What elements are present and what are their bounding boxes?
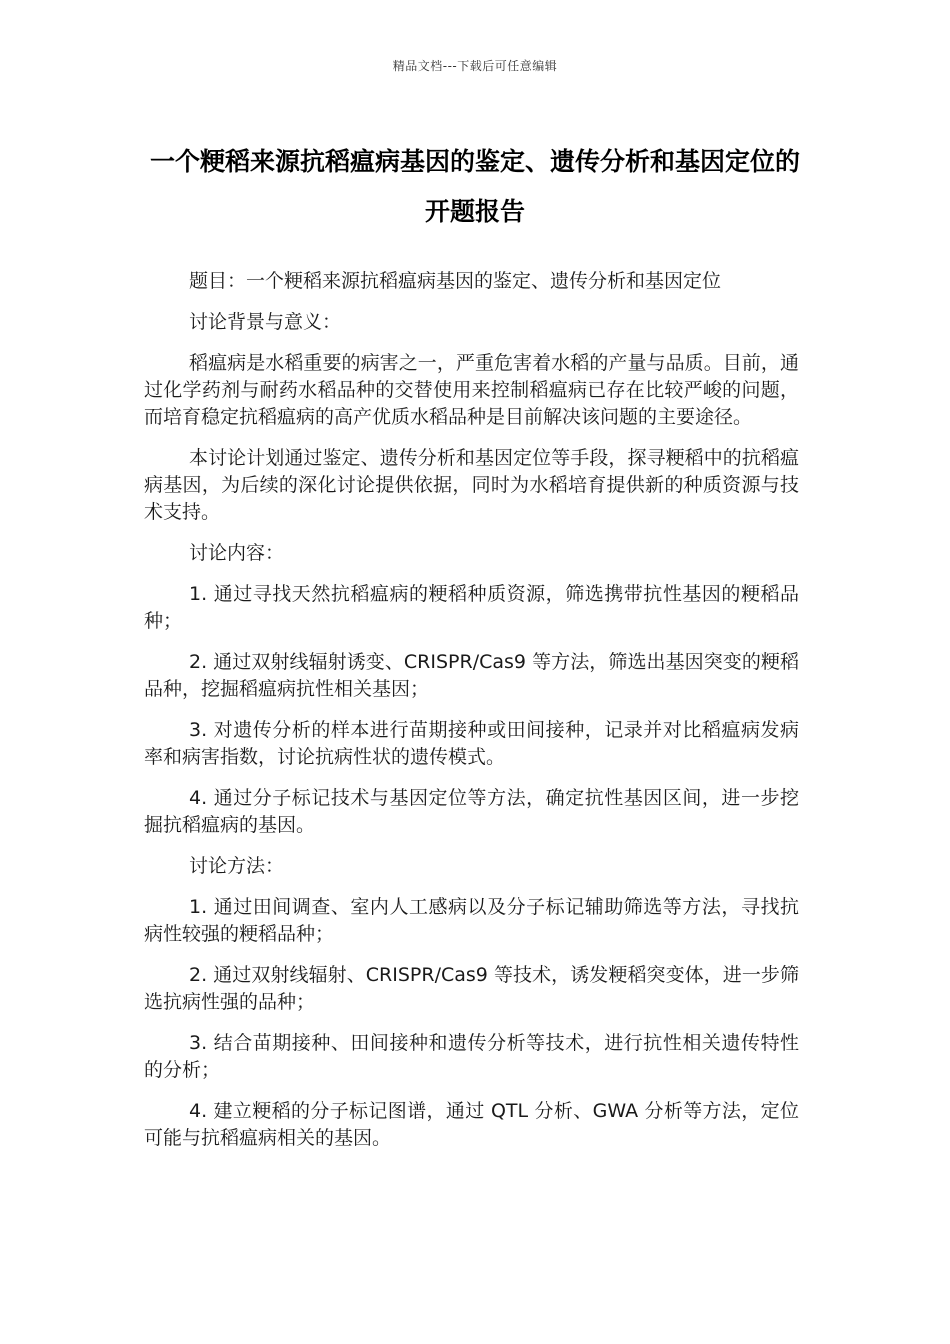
list-item: 4. 通过分子标记技术与基因定位等方法，确定抗性基因区间，进一步挖掘抗稻瘟病的基因。 xyxy=(144,787,799,836)
document-title: 一个粳稻来源抗稻瘟病基因的鉴定、遗传分析和基因定位的开题报告 xyxy=(149,147,800,226)
list-item: 1. 通过田间调查、室内人工感病以及分子标记辅助筛选等方法，寻找抗病性较强的粳稻品种； xyxy=(144,896,799,945)
document-body xyxy=(144,268,799,1166)
list-item: 2. 通过双射线辐射诱变、CRISPR/Cas9 等方法，筛选出基因突变的粳稻品种，挖掘稻瘟病抗性相关基因； xyxy=(144,651,799,700)
section-heading-methods: 讨论方法： xyxy=(189,855,285,877)
list-item: 4. 建立粳稻的分子标记图谱，通过 QTL 分析、GWA 分析等方法，定位可能与抗稻瘟病相关的基因。 xyxy=(144,1100,799,1149)
section-heading-content: 讨论内容： xyxy=(189,542,285,564)
section-heading-background: 讨论背景与意义： xyxy=(189,311,342,333)
header-note: 精品文档---下载后可任意编辑 xyxy=(392,59,558,73)
body-paragraph: 本讨论计划通过鉴定、遗传分析和基因定位等手段，探寻粳稻中的抗稻瘟病基因，为后续的深化讨论提供依据，同时为水稻培育提供新的种质资源与技术支持。 xyxy=(144,447,799,523)
list-item: 2. 通过双射线辐射、CRISPR/Cas9 等技术，诱发粳稻突变体，进一步筛选抗病性强的品种； xyxy=(144,964,799,1013)
topic-line: 题目：一个粳稻来源抗稻瘟病基因的鉴定、遗传分析和基因定位 xyxy=(189,270,722,292)
list-item: 1. 通过寻找天然抗稻瘟病的粳稻种质资源，筛选携带抗性基因的粳稻品种； xyxy=(144,583,799,632)
list-item: 3. 对遗传分析的样本进行苗期接种或田间接种，记录并对比稻瘟病发病率和病害指数，讨论抗病性状的遗传模式。 xyxy=(144,719,799,768)
body-paragraph: 稻瘟病是水稻重要的病害之一，严重危害着水稻的产量与品质。目前，通过化学药剂与耐药水稻品种的交替使用来控制稻瘟病已存在比较严峻的问题，而培育稳定抗稻瘟病的高产优质水稻品种是目前解决该问题的主要途径。 xyxy=(144,352,799,428)
list-item: 3. 结合苗期接种、田间接种和遗传分析等技术，进行抗性相关遗传特性的分析； xyxy=(144,1032,799,1081)
